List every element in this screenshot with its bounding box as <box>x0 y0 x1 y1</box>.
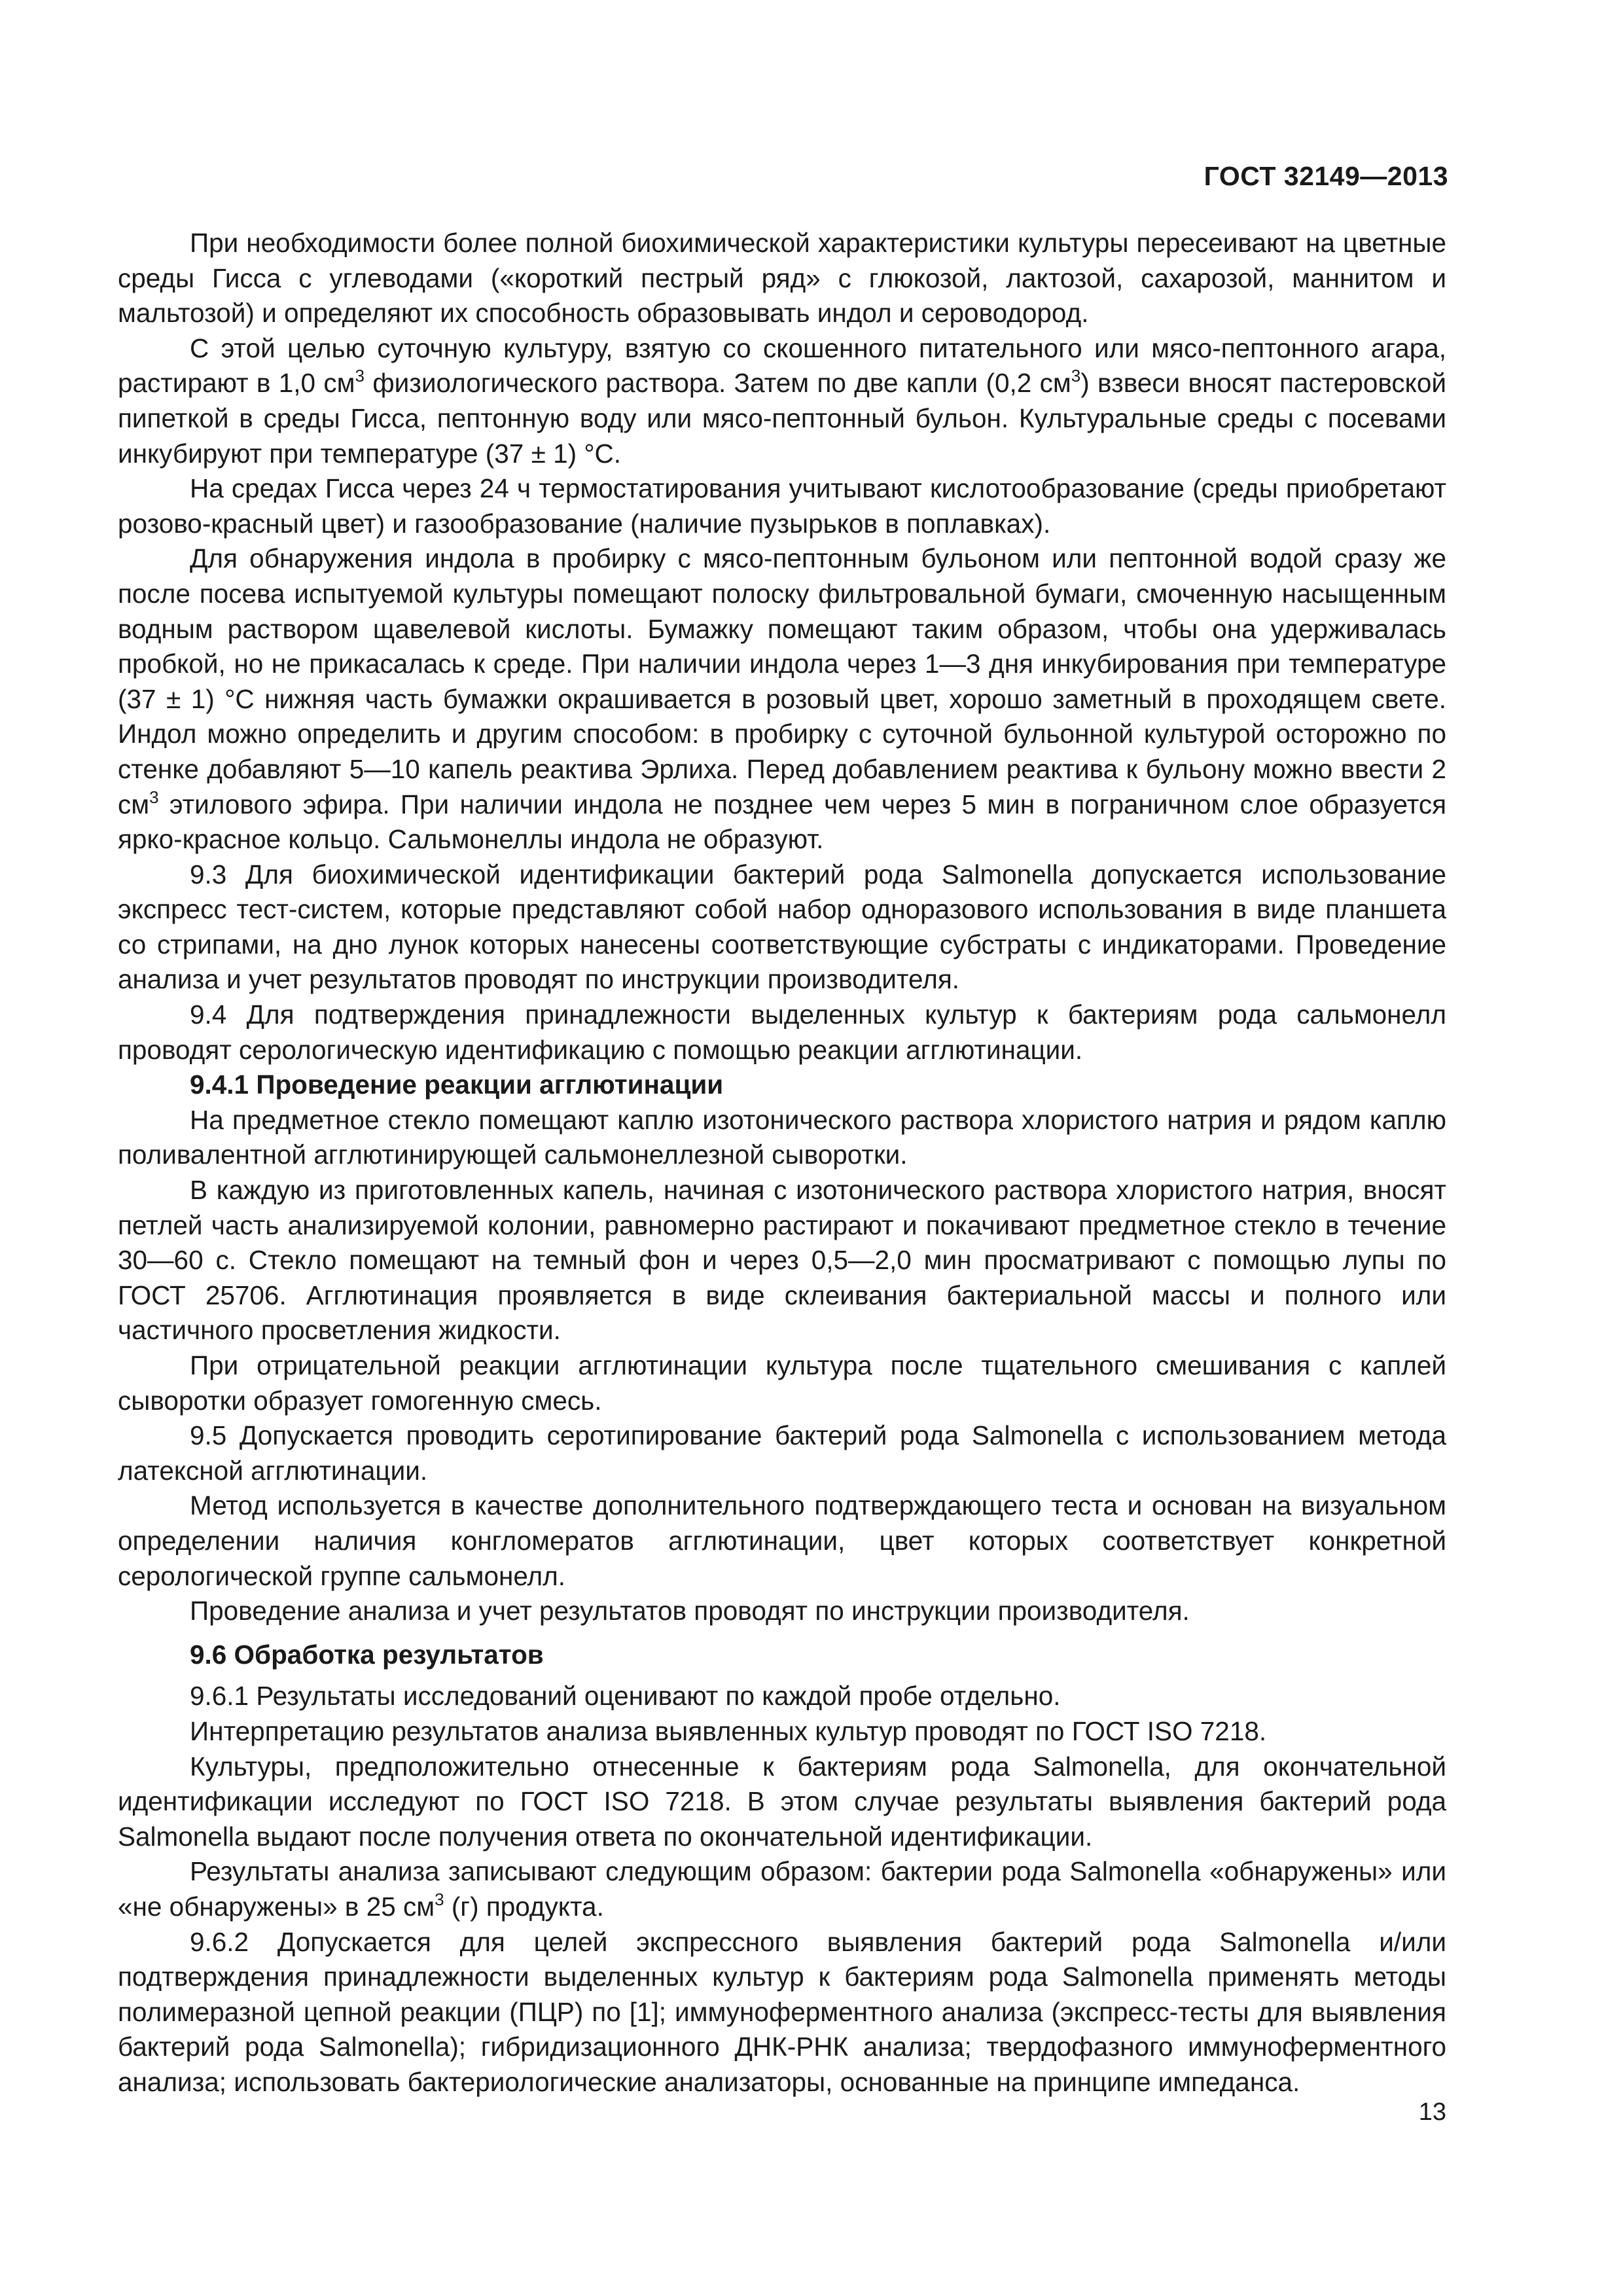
paragraph-daily-culture <box>118 331 1446 471</box>
paragraph-acid-gas: На средах Гисса через 24 ч термостатирования учитывают кислотообразование (среды приобретают розово-красный цвет) и газообразование (наличие пузырьков в поплавках). <box>118 473 1446 539</box>
heading-9-4-1: 9.4.1 Проведение реакции агглютинации <box>190 1069 724 1100</box>
paragraph-manufacturer-instructions: Проведение анализа и учет результатов проводят по инструкции производителя. <box>190 1596 1190 1626</box>
paragraph-colony-rubbing: В каждую из приготовленных капель, начиная с изотонического раствора хлористого натрия, вносят петлей часть анализируемой колонии, равномерно растирают и покачивают предметное стекло в течение 30—60 с. Стекло помещают на темный фон и через 0,5—2,0 мин просматривают с помощью лупы по ГОСТ 25706. Агглютинация проявляется в виде склеивания бактериальной массы и полного или частичного просветления жидкости. <box>118 1175 1446 1346</box>
text-run: (г) продукта. <box>444 1891 604 1922</box>
paragraph-9-3: 9.3 Для биохимической идентификации бактерий рода Salmonella допускается использование экспресс тест-систем, которые представляют собой набор одноразового использования в виде планшета со стрипами, на дно лунок которых нанесены соответствующие субстраты с индикаторами. Проведение анализа и учет результатов проводят по инструкции производителя. <box>118 859 1446 995</box>
paragraph-slide-drop: На предметное стекло помещают каплю изотонического раствора хлористого натрия и рядом каплю поливалентной агглютинирующей сальмонеллезной сыворотки. <box>118 1104 1446 1170</box>
paragraph-gis-media: При необходимости более полной биохимической характеристики культуры пересеивают на цветные среды Гисса с углеводами («короткий пестрый ряд» с глюкозой, лактозой, сахарозой, маннитом и мальтозой) и определяют их способность образовывать индол и сероводород. <box>118 228 1446 329</box>
paragraph-9-6-1: 9.6.1 Результаты исследований оценивают по каждой пробе отдельно. <box>190 1681 1061 1712</box>
superscript: 3 <box>355 366 365 386</box>
document-body <box>118 226 1446 2100</box>
paragraph-9-5: 9.5 Допускается проводить серотипирование бактерий рода Salmonella с использованием метода латексной агглютинации. <box>118 1420 1446 1486</box>
paragraph-result-record <box>118 1854 1446 1924</box>
text-run: этилового эфира. При наличии индола не позднее чем через 5 мин в пограничном слое образуется ярко-красное кольцо. Сальмонеллы индола не образуют. <box>118 789 1446 855</box>
paragraph-9-4: 9.4 Для подтверждения принадлежности выделенных культур к бактериям рода сальмонелл проводят серологическую идентификацию с помощью реакции агглютинации. <box>118 999 1446 1065</box>
superscript: 3 <box>1071 366 1081 386</box>
page-number: 13 <box>1418 2098 1446 2126</box>
text-run: физиологического раствора. Затем по две капли (0,2 см <box>365 368 1071 399</box>
text-run: ) взвеси вносят пастеровской пипеткой в среды Гисса, пептонную воду или мясо-пептонный бульон. Культуральные среды с посевами инкубируют при температуре (37 ± 1) °С. <box>118 368 1446 469</box>
superscript: 3 <box>149 787 159 807</box>
text-run: Для обнаружения индола в пробирку с мясо-пептонным бульоном или пептонной водой сразу же после посева испытуемой культуры помещают полоску фильтровальной бумаги, смоченную насыщенным водным раствором щавелевой кислоты. Бумажку помещают таким образом, чтобы она удерживалась пробкой, но не прикасалась к среде. При наличии индола через 1—3 дня инкубирования при температуре (37 ± 1) °С нижняя часть бумажки окрашивается в розовый цвет, хорошо заметный в проходящем свете. Индол можно определить и другим способом: в пробирку с суточной бульонной культурой осторожно по стенке добавляют 5—10 капель реактива Эрлиха. Перед добавлением реактива к бульону можно ввести 2 см <box>118 543 1446 819</box>
superscript: 3 <box>435 1889 444 1909</box>
paragraph-indole-detection <box>118 541 1446 857</box>
paragraph-9-6-2: 9.6.2 Допускается для целей экспрессного выявления бактерий рода Salmonella и/или подтверждения принадлежности выделенных культур к бактериям рода Salmonella применять методы полимеразной цепной реакции (ПЦР) по [1]; иммуноферментного анализа (экспресс-тесты для выявления бактерий рода Salmonella); гибридизационного ДНК-РНК анализа; твердофазного иммуноферментного анализа; использовать бактериологические анализаторы, основанные на принципе импеданса. <box>118 1926 1446 2097</box>
paragraph-interpretation: Интерпретацию результатов анализа выявленных культур проводят по ГОСТ ISO 7218. <box>190 1715 1267 1746</box>
text-run: С этой целью суточную культуру, взятую со скошенного питательного или мясо-пептонного агара, растирают в 1,0 см <box>118 332 1446 399</box>
standard-code-header: ГОСТ 32149—2013 <box>1204 161 1448 191</box>
text-run: Результаты анализа записывают следующим образом: бактерии рода Salmonella «обнаружены» или «не обнаружены» в 25 см <box>118 1856 1446 1922</box>
heading-9-6: 9.6 Обработка результатов <box>190 1639 544 1670</box>
paragraph-final-identification: Культуры, предположительно отнесенные к бактериям рода Salmonella, для окончательной идентификации исследуют по ГОСТ ISO 7218. В этом случае результаты выявления бактерий рода Salmonella выдают после получения ответа по окончательной идентификации. <box>118 1751 1446 1852</box>
paragraph-method-description: Метод используется в качестве дополнительного подтверждающего теста и основан на визуальном определении наличия конгломератов агглютинации, цвет которых соответствует конкретной серологической группе сальмонелл. <box>118 1490 1446 1591</box>
paragraph-negative-reaction: При отрицательной реакции агглютинации культура после тщательного смешивания с каплей сыворотки образует гомогенную смесь. <box>118 1350 1446 1416</box>
